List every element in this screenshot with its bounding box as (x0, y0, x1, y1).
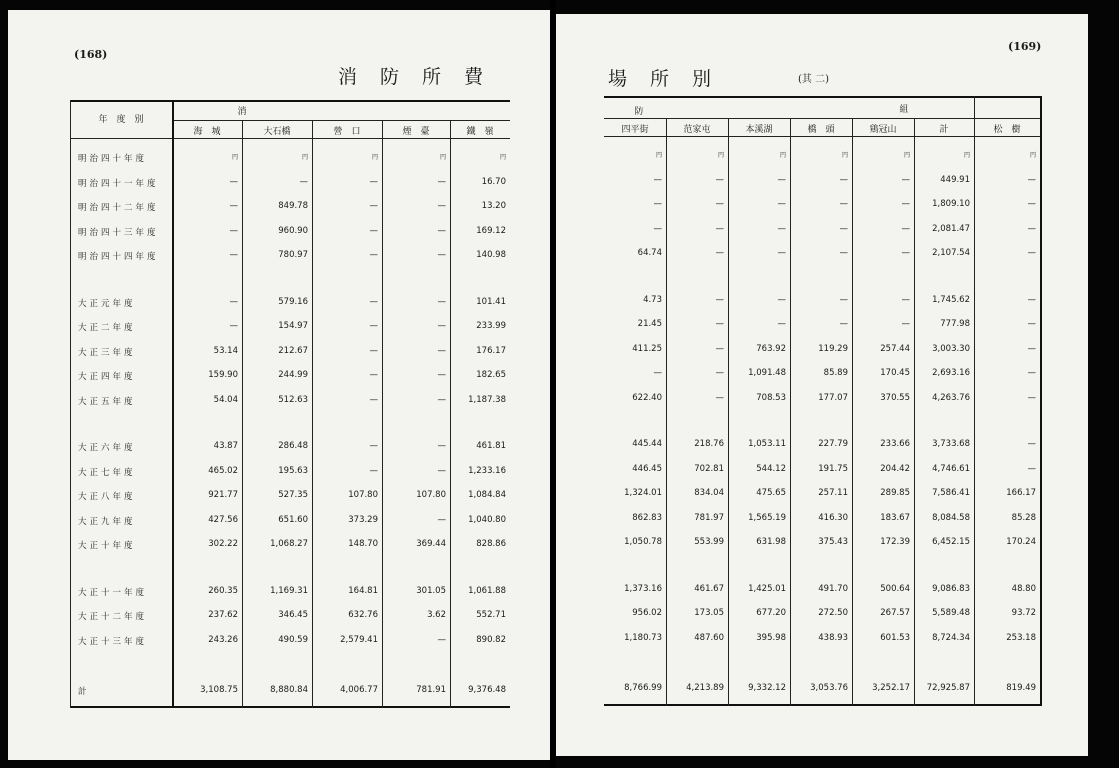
table-cell: 445.44 (632, 439, 662, 449)
table-cell: 1,324.01 (624, 488, 662, 498)
row-label: 大正三年度 (78, 347, 136, 358)
table-cell: 4,006.77 (340, 685, 378, 695)
table-cell: 204.42 (880, 463, 910, 474)
table-cell: 9,332.12 (748, 683, 786, 693)
table-cell: 631.98 (756, 537, 786, 547)
group-header-mid: 組 (899, 105, 909, 115)
table-cell: — (229, 225, 238, 236)
table-cell: 227.79 (818, 439, 848, 449)
table-cell: 490.59 (278, 634, 308, 645)
table-cell: — (1027, 174, 1036, 185)
table-cell: 237.62 (208, 610, 238, 620)
table-cell: 233.66 (880, 439, 910, 449)
table-cell: 3,733.68 (932, 439, 970, 449)
table-cell: — (777, 223, 786, 234)
table-cell: 85.28 (1011, 512, 1036, 523)
column-header: 計 (939, 125, 949, 135)
page-title: 場 所 別 (608, 68, 714, 90)
table-cell: 195.63 (278, 465, 308, 476)
group-header-left: 防 (634, 107, 644, 117)
table-cell: — (437, 394, 446, 405)
table-cell: — (777, 174, 786, 185)
table-cell: 956.02 (632, 608, 662, 618)
table-cell: — (437, 370, 446, 380)
table-cell: 780.97 (278, 250, 308, 260)
table-cell: 円 (301, 154, 308, 161)
row-label: 明治四十二年度 (78, 203, 159, 213)
table-cell: 527.35 (278, 490, 308, 500)
table-cell: 7,586.41 (932, 488, 970, 498)
table-cell: 849.78 (278, 201, 308, 211)
table-cell: 301.05 (416, 585, 446, 596)
table-cell: 4,263.76 (932, 392, 970, 403)
table-cell: 2,579.41 (340, 634, 378, 645)
table-cell: 286.48 (278, 441, 308, 451)
table-cell: — (229, 321, 238, 331)
table-cell: 21.45 (637, 319, 662, 329)
table-cell: 438.93 (818, 632, 848, 643)
table-cell: 218.76 (694, 439, 724, 449)
table-cell: 553.99 (694, 537, 724, 547)
row-label: 大正十年度 (78, 541, 136, 551)
table-cell: 4.73 (643, 294, 662, 305)
column-header: 大石橋 (263, 127, 291, 137)
table-cell: 1,187.38 (468, 394, 506, 405)
table-cell: 170.24 (1006, 537, 1036, 547)
table-cell: 1,180.73 (624, 632, 662, 643)
table-cell: 107.80 (348, 490, 378, 500)
table-cell: 2,081.47 (932, 223, 970, 234)
table-cell: 461.81 (476, 441, 506, 451)
table-cell: 64.74 (637, 248, 662, 258)
table-cell: 461.67 (694, 583, 724, 594)
table-cell: — (437, 321, 446, 331)
page-title: 消 防 所 費 (338, 66, 486, 88)
table-cell: 円 (717, 152, 724, 159)
table-cell: 1,084.84 (468, 490, 506, 500)
table-cell: — (653, 199, 662, 209)
table-cell: 552.71 (476, 610, 506, 620)
table-cell: 651.60 (278, 514, 308, 525)
table-cell: 491.70 (818, 583, 848, 594)
table-cell: 416.30 (818, 512, 848, 523)
table-cell: 1,050.78 (624, 537, 662, 547)
table-cell: 140.98 (476, 250, 506, 260)
table-cell: 172.39 (880, 537, 910, 547)
table-cell: 1,425.01 (748, 583, 786, 594)
table-cell: — (1027, 439, 1036, 449)
table-cell: 48.80 (1011, 583, 1036, 594)
table-cell: — (839, 174, 848, 185)
table-cell: 253.18 (1006, 632, 1036, 643)
table-cell: 6,452.15 (932, 537, 970, 547)
table-cell: — (369, 250, 378, 260)
column-header: 煙 臺 (402, 127, 430, 137)
table-cell: 475.65 (756, 488, 786, 498)
table-cell: 828.86 (476, 539, 506, 549)
column-header: 海 城 (193, 127, 221, 137)
column-header: 本溪湖 (745, 125, 773, 135)
table-cell: 16.70 (481, 176, 506, 187)
table-cell: 512.63 (278, 394, 308, 405)
table-cell: 169.12 (476, 225, 506, 236)
table-cell: 890.82 (476, 634, 506, 645)
table-cell: 1,373.16 (624, 583, 662, 594)
table-cell: 257.11 (818, 488, 848, 498)
table-cell: 1,745.62 (932, 294, 970, 305)
table-cell: 13.20 (481, 201, 506, 211)
table-cell: — (437, 441, 446, 451)
row-label: 大正四年度 (78, 372, 136, 382)
table-cell: 921.77 (208, 490, 238, 500)
table-cell: 円 (499, 154, 506, 161)
table-cell: — (369, 394, 378, 405)
table-cell: — (777, 199, 786, 209)
table-cell: — (229, 201, 238, 211)
table-cell: 2,107.54 (932, 248, 970, 258)
table-cell: 176.17 (476, 345, 506, 356)
row-label: 大正八年度 (78, 492, 136, 502)
table-cell: — (839, 294, 848, 305)
expense-table-left (70, 100, 510, 708)
table-cell: — (369, 296, 378, 307)
table-cell: — (901, 174, 910, 185)
table-cell: 272.50 (818, 608, 848, 618)
table-cell: — (437, 176, 446, 187)
row-label: 明治四十一年度 (78, 178, 159, 189)
table-cell: 173.05 (694, 608, 724, 618)
table-cell: 119.29 (818, 343, 848, 354)
column-header: 橋 頭 (807, 125, 835, 135)
table-cell: — (229, 296, 238, 307)
table-cell: — (901, 319, 910, 329)
table-cell: 1,565.19 (748, 512, 786, 523)
table-cell: — (839, 223, 848, 234)
table-cell: — (437, 225, 446, 236)
table-cell: 1,809.10 (932, 199, 970, 209)
table-cell: 円 (963, 152, 970, 159)
table-cell: — (229, 176, 238, 187)
table-cell: 182.65 (476, 370, 506, 380)
table-cell: — (715, 392, 724, 403)
table-cell: 960.90 (278, 225, 308, 236)
table-cell: — (369, 201, 378, 211)
row-label: 大正六年度 (78, 443, 136, 453)
table-cell: 446.45 (632, 463, 662, 474)
column-header: 鐵 嶺 (466, 127, 494, 137)
table-cell: 411.25 (632, 343, 662, 354)
table-cell: 54.04 (213, 394, 238, 405)
table-cell: 183.67 (880, 512, 910, 523)
table-cell: — (715, 343, 724, 354)
table-cell: 777.98 (940, 319, 970, 329)
table-cell: — (1027, 392, 1036, 403)
table-cell: 9,086.83 (932, 583, 970, 594)
table-cell: 3,003.30 (932, 343, 970, 354)
table-cell: 601.53 (880, 632, 910, 643)
table-cell: 1,053.11 (748, 439, 786, 449)
row-label: 大正十一年度 (78, 587, 148, 598)
row-label: 大正五年度 (78, 396, 136, 407)
table-cell: — (369, 176, 378, 187)
table-cell: 3.62 (427, 610, 446, 620)
table-cell: 862.83 (632, 512, 662, 523)
page-subtitle: (其 二) (798, 74, 829, 85)
table-cell: 円 (371, 154, 378, 161)
table-cell: 85.89 (823, 368, 848, 378)
table-cell: 8,724.34 (932, 632, 970, 643)
table-cell: 622.40 (632, 392, 662, 403)
row-label: 大正九年度 (78, 516, 136, 527)
table-cell: — (369, 321, 378, 331)
table-cell: 166.17 (1006, 488, 1036, 498)
column-header: 營 口 (333, 127, 361, 137)
table-cell: 243.26 (208, 634, 238, 645)
table-cell: — (777, 294, 786, 305)
table-cell: 9,376.48 (468, 685, 506, 695)
table-cell: — (1027, 463, 1036, 474)
table-cell: 円 (655, 152, 662, 159)
table-cell: 1,233.16 (468, 465, 506, 476)
table-cell: 4,213.89 (686, 683, 724, 693)
table-cell: — (1027, 319, 1036, 329)
table-cell: 244.99 (278, 370, 308, 380)
table-cell: 円 (231, 154, 238, 161)
table-cell: — (839, 319, 848, 329)
table-cell: — (901, 248, 910, 258)
table-cell: — (653, 223, 662, 234)
table-cell: 427.56 (208, 514, 238, 525)
table-cell: — (437, 345, 446, 356)
table-cell: 2,693.16 (932, 368, 970, 378)
table-cell: 465.02 (208, 465, 238, 476)
table-cell: 544.12 (756, 463, 786, 474)
table-cell: 369.44 (416, 539, 446, 549)
table-cell: 834.04 (694, 488, 724, 498)
table-cell: 円 (1029, 152, 1036, 159)
table-cell: 72,925.87 (926, 683, 970, 693)
table-cell: — (437, 250, 446, 260)
table-cell: 819.49 (1006, 683, 1036, 693)
row-label: 大正十二年度 (78, 612, 148, 622)
table-cell: 円 (903, 152, 910, 159)
table-cell: — (437, 514, 446, 525)
row-label: 計 (78, 687, 90, 697)
table-cell: 763.92 (756, 343, 786, 354)
left-page (8, 10, 550, 760)
table-cell: 164.81 (348, 585, 378, 596)
table-cell: 107.80 (416, 490, 446, 500)
table-cell: — (777, 319, 786, 329)
table-cell: — (369, 225, 378, 236)
table-cell: 370.55 (880, 392, 910, 403)
table-cell: — (715, 248, 724, 258)
table-cell: 43.87 (213, 441, 238, 451)
table-cell: — (901, 223, 910, 234)
table-cell: 1,169.31 (270, 585, 308, 596)
table-cell: — (715, 223, 724, 234)
row-label: 大正二年度 (78, 323, 136, 333)
page-number: (168) (74, 48, 108, 61)
table-cell: — (369, 441, 378, 451)
table-cell: — (715, 319, 724, 329)
table-cell: 677.20 (756, 608, 786, 618)
table-cell: — (839, 199, 848, 209)
column-header: 四平街 (621, 125, 649, 135)
table-cell: 円 (841, 152, 848, 159)
table-cell: 395.98 (756, 632, 786, 643)
table-cell: 191.75 (818, 463, 848, 474)
table-cell: — (437, 465, 446, 476)
table-cell: 487.60 (694, 632, 724, 643)
table-cell: 円 (439, 154, 446, 161)
table-cell: 8,880.84 (270, 685, 308, 695)
table-cell: — (437, 201, 446, 211)
table-cell: — (715, 294, 724, 305)
table-cell: 302.22 (208, 539, 238, 549)
table-cell: — (299, 176, 308, 187)
table-cell: 5,589.48 (932, 608, 970, 618)
table-cell: — (839, 248, 848, 258)
table-cell: — (901, 199, 910, 209)
table-cell: — (229, 250, 238, 260)
row-label: 明治四十三年度 (78, 227, 159, 238)
table-cell: 500.64 (880, 583, 910, 594)
table-cell: 53.14 (213, 345, 238, 356)
table-cell: 632.76 (348, 610, 378, 620)
table-cell: 260.35 (208, 585, 238, 596)
table-cell: 373.29 (348, 514, 378, 525)
column-header: 鶏冠山 (869, 125, 897, 135)
table-cell: 267.57 (880, 608, 910, 618)
table-cell: — (1027, 223, 1036, 234)
table-cell: 289.85 (880, 488, 910, 498)
table-cell: 159.90 (208, 370, 238, 380)
table-cell: — (1027, 343, 1036, 354)
right-page (556, 14, 1088, 756)
table-cell: — (1027, 294, 1036, 305)
table-cell: 154.97 (278, 321, 308, 331)
row-label: 大正元年度 (78, 298, 136, 309)
table-cell: — (437, 634, 446, 645)
row-label: 明治四十年度 (78, 154, 148, 164)
table-cell: 1,040.80 (468, 514, 506, 525)
table-cell: — (653, 368, 662, 378)
table-cell: 449.91 (940, 174, 970, 185)
table-cell: — (369, 345, 378, 356)
table-cell: — (715, 174, 724, 185)
page-number: (169) (1008, 40, 1042, 53)
table-cell: 8,766.99 (624, 683, 662, 693)
table-cell: 781.91 (416, 685, 446, 695)
table-cell: 170.45 (880, 368, 910, 378)
table-cell: 702.81 (694, 463, 724, 474)
row-label: 大正七年度 (78, 467, 136, 478)
table-cell: 4,746.61 (932, 463, 970, 474)
table-cell: — (1027, 248, 1036, 258)
table-cell: — (437, 296, 446, 307)
table-cell: — (369, 370, 378, 380)
table-cell: 1,091.48 (748, 368, 786, 378)
table-cell: 93.72 (1011, 608, 1036, 618)
table-cell: 3,108.75 (200, 685, 238, 695)
table-cell: 177.07 (818, 392, 848, 403)
table-cell: 148.70 (348, 539, 378, 549)
group-header-left: 消 (237, 107, 247, 117)
table-cell: 212.67 (278, 345, 308, 356)
table-cell: — (1027, 368, 1036, 378)
table-cell: 1,068.27 (270, 539, 308, 549)
table-cell: — (1027, 199, 1036, 209)
table-cell: — (369, 465, 378, 476)
table-cell: — (777, 248, 786, 258)
table-cell: — (901, 294, 910, 305)
row-label: 明治四十四年度 (78, 252, 159, 262)
table-cell: 257.44 (880, 343, 910, 354)
table-cell: 101.41 (476, 296, 506, 307)
column-header: 范家屯 (683, 125, 711, 135)
table-cell: 1,061.88 (468, 585, 506, 596)
table-cell: 233.99 (476, 321, 506, 331)
expense-table-right (604, 96, 1042, 706)
table-cell: 円 (779, 152, 786, 159)
table-cell: 708.53 (756, 392, 786, 403)
table-cell: 3,053.76 (810, 683, 848, 693)
table-cell: — (653, 174, 662, 185)
table-cell: 3,252.17 (872, 683, 910, 693)
table-cell: 781.97 (694, 512, 724, 523)
year-column-header: 年 度 別 (98, 115, 144, 125)
table-cell: — (715, 368, 724, 378)
table-cell: 8,084.58 (932, 512, 970, 523)
row-label: 大正十三年度 (78, 636, 148, 647)
table-cell: 579.16 (278, 296, 308, 307)
table-cell: — (715, 199, 724, 209)
column-header: 松 樹 (993, 125, 1021, 135)
table-cell: 375.43 (818, 537, 848, 547)
table-cell: 346.45 (278, 610, 308, 620)
